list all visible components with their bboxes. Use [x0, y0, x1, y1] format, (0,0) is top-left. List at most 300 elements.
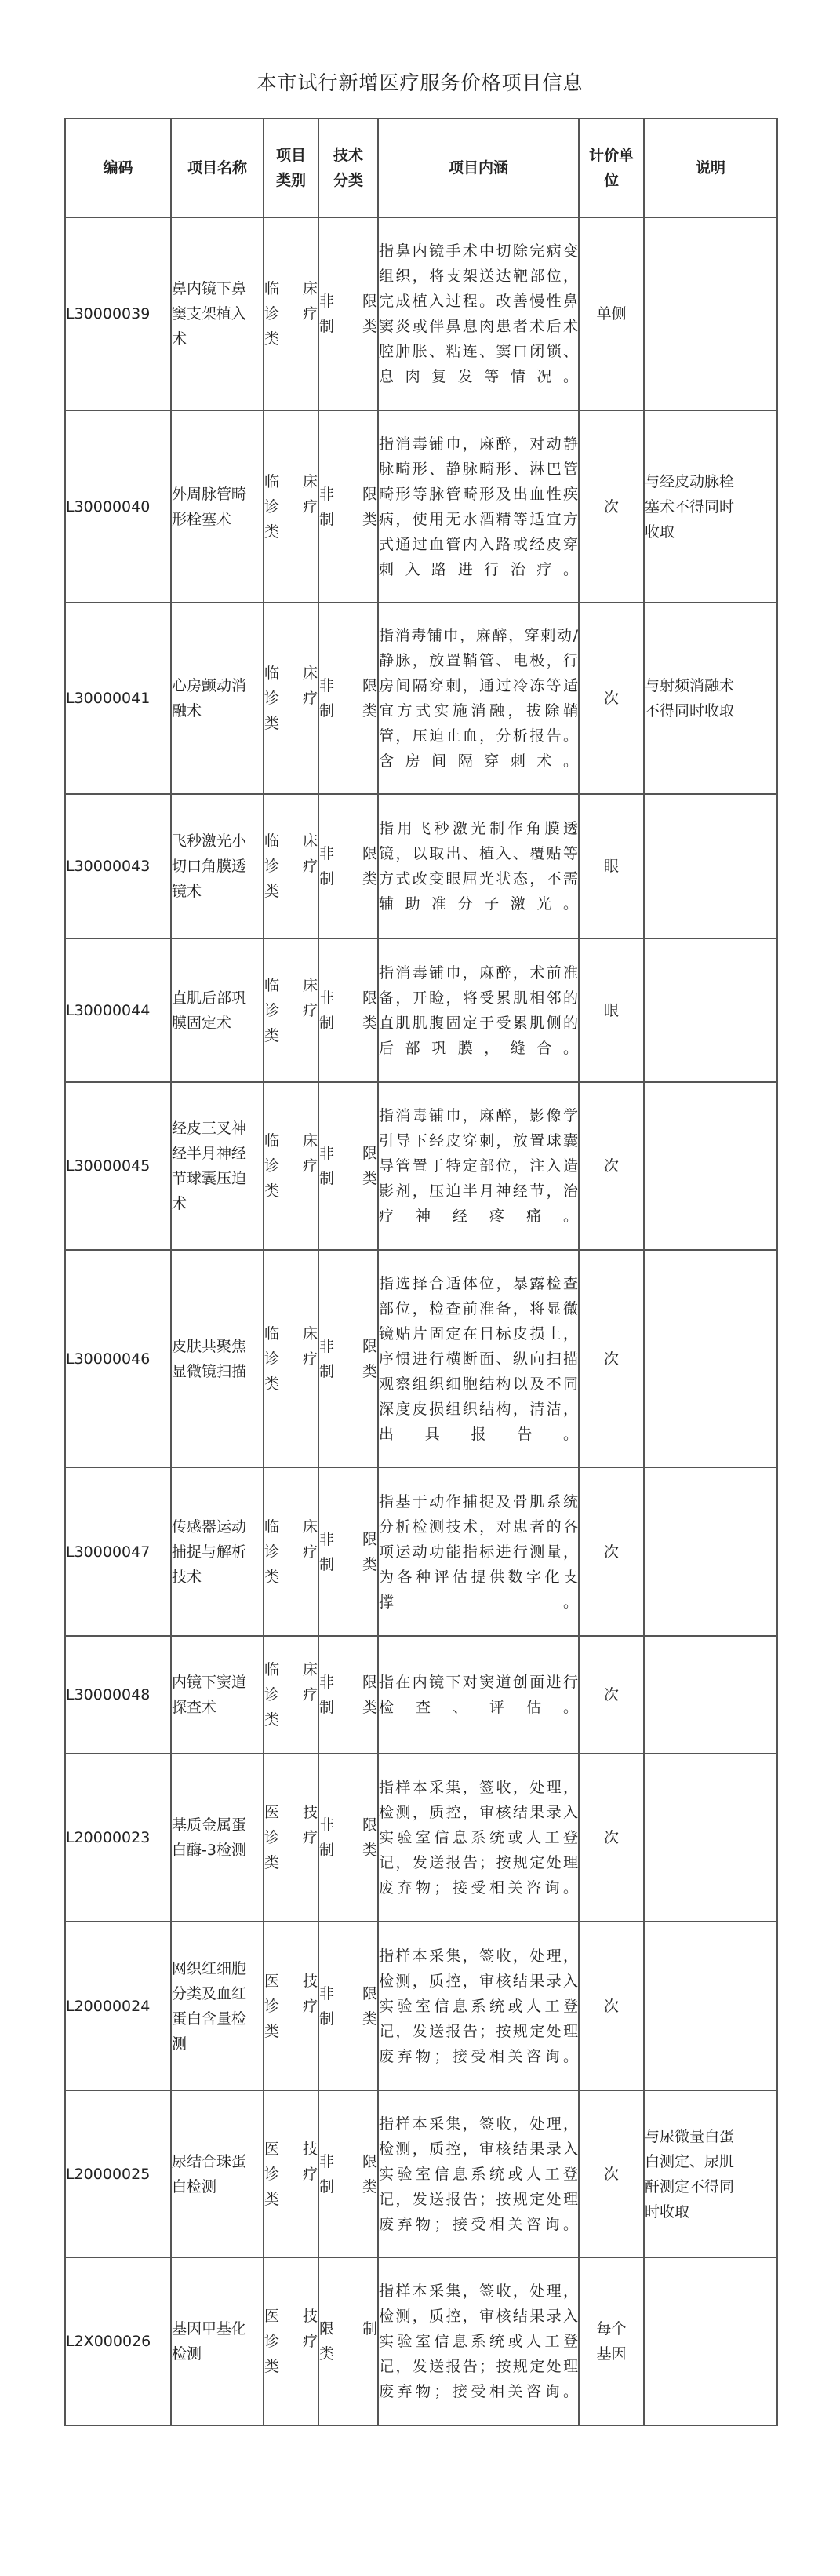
- cell-name-line: 网织红细胞: [172, 1959, 247, 1977]
- cell-content-line: 废弃物；接受相关咨询。: [379, 2215, 578, 2233]
- cell-category-line: 诊 疗: [264, 1686, 318, 1703]
- header-note: 说明: [644, 118, 777, 217]
- cell-name-line: 术: [172, 1195, 187, 1212]
- cell-code: [65, 603, 171, 794]
- cell-tech-line: 制类: [319, 318, 377, 335]
- cell-category-line: 诊 疗: [264, 1001, 318, 1019]
- cell-category: [264, 1922, 318, 2090]
- cell-content: [378, 217, 579, 410]
- cell-category: [264, 1250, 318, 1467]
- cell-tech-line: 制类: [319, 1362, 377, 1380]
- cell-category-line: 诊 疗: [264, 305, 318, 322]
- cell-unit-line: 次: [603, 1997, 619, 2015]
- cell-category-line: 类: [264, 1568, 280, 1586]
- cell-category-line: 诊 疗: [264, 1543, 318, 1561]
- cell-content-line: 废弃物；接受相关咨询。: [379, 2383, 578, 2400]
- cell-tech: [318, 794, 378, 938]
- cell-tech: [318, 2090, 378, 2257]
- cell-content: [378, 938, 579, 1082]
- cell-content-line: 宜方式实施消融，拔除鞘: [379, 702, 578, 720]
- cell-note: [644, 1082, 777, 1250]
- cell-content-line: 指用飞秒激光制作角膜透: [379, 820, 578, 837]
- cell-category-line: 诊 疗: [264, 690, 318, 707]
- cell-name: [171, 410, 264, 603]
- cell-name-line: 融术: [172, 702, 202, 720]
- cell-content-line: 完成植入过程。改善慢性鼻: [379, 293, 578, 310]
- cell-unit-line: 单侧: [596, 305, 627, 322]
- cell-category-line: 诊 疗: [264, 497, 318, 516]
- cell-name-line: 探查术: [172, 1699, 217, 1716]
- cell-content: [378, 1467, 579, 1636]
- cell-content-line: 导管置于特定部位，注入造: [379, 1157, 578, 1175]
- cell-tech-line: 非 限: [319, 1674, 377, 1691]
- cell-content: [378, 1636, 579, 1754]
- cell-content-line: 刺入路进行治疗。: [379, 560, 578, 578]
- cell-category: [264, 603, 318, 794]
- cell-name-line: 显微镜扫描: [172, 1362, 247, 1380]
- cell-content-line: 脉畸形、静脉畸形、淋巴管: [379, 460, 578, 478]
- cell-name-line: 基因甲基化: [172, 2320, 247, 2337]
- cell-content-line: 直肌肌腹固定于受累肌侧的: [379, 1014, 578, 1032]
- cell-content-line: 项运动功能指标进行测量，: [379, 1543, 578, 1561]
- cell-name: [171, 2090, 264, 2257]
- cell-content-line: 镜，以取出、植入、覆贴等: [379, 845, 578, 862]
- cell-category: [264, 2257, 318, 2425]
- cell-name-line: 测: [172, 2035, 187, 2053]
- cell-category-line: 医 技: [264, 2140, 318, 2158]
- cell-category-line: 诊 疗: [264, 858, 318, 875]
- table-row: [65, 1922, 777, 2090]
- cell-category: [264, 1467, 318, 1636]
- cell-note: [644, 794, 777, 938]
- cell-name-line: 尿结合珠蛋: [172, 2152, 247, 2170]
- cell-name-line: 切口角膜透: [172, 858, 247, 875]
- cell-code-text: L30000045: [66, 1157, 151, 1175]
- cell-category-line: 临 床: [264, 665, 318, 682]
- cell-name-line: 外周脉管畸: [172, 485, 247, 503]
- cell-name-line: 白酶-3检测: [172, 1842, 246, 1859]
- cell-tech: [318, 1250, 378, 1467]
- header-code: 编码: [65, 118, 171, 217]
- cell-note: [644, 603, 777, 794]
- cell-name-line: 捕捉与解析: [172, 1543, 247, 1561]
- cell-name-line: 检测: [172, 2345, 202, 2363]
- cell-category-line: 临 床: [264, 833, 318, 850]
- cell-name-line: 技术: [172, 1568, 202, 1586]
- cell-category-line: 类: [264, 883, 280, 900]
- cell-code: [65, 1754, 171, 1922]
- cell-name-line: 鼻内镜下鼻: [172, 280, 247, 297]
- cell-content-line: 指消毒铺巾，麻醉，影像学: [379, 1107, 578, 1124]
- table-row: [65, 938, 777, 1082]
- cell-note: [644, 217, 777, 410]
- table-row: [65, 1250, 777, 1467]
- cell-content: [378, 1754, 579, 1922]
- cell-content-line: 组织，将支架送达靶部位，: [379, 268, 578, 285]
- cell-category-line: 类: [264, 330, 280, 348]
- cell-category-line: 类: [264, 2190, 280, 2208]
- cell-unit-line: 次: [603, 1829, 619, 1846]
- cell-note: [644, 1636, 777, 1754]
- cell-name-line: 形栓塞术: [172, 510, 232, 528]
- header-tech: 技术 分类: [318, 118, 378, 217]
- cell-content: [378, 1250, 579, 1467]
- cell-unit: [579, 1754, 644, 1922]
- cell-note-line: 塞术不得同时: [645, 497, 735, 516]
- cell-name: [171, 1636, 264, 1754]
- cell-name-line: 镜术: [172, 883, 202, 900]
- cell-content: [378, 794, 579, 938]
- cell-tech: [318, 2257, 378, 2425]
- cell-content-line: 观察组织细胞结构以及不同: [379, 1375, 578, 1393]
- cell-unit: [579, 1922, 644, 2090]
- cell-content-line: 废弃物；接受相关咨询。: [379, 2047, 578, 2065]
- cell-code: [65, 1636, 171, 1754]
- table-row: [65, 1754, 777, 1922]
- cell-content-line: 检测，质控，审核结果录入: [379, 2140, 578, 2158]
- cell-content-line: 后部巩膜，缝合。: [379, 1039, 578, 1057]
- cell-tech: [318, 1636, 378, 1754]
- cell-content-line: 部位，检查前准备，将显微: [379, 1299, 578, 1317]
- cell-category-line: 医 技: [264, 1972, 318, 1990]
- cell-content-line: 镜贴片固定在目标皮损上，: [379, 1324, 578, 1343]
- cell-content: [378, 2257, 579, 2425]
- cell-content: [378, 1922, 579, 2090]
- cell-note: [644, 1922, 777, 2090]
- cell-content-line: 废弃物；接受相关咨询。: [379, 1879, 578, 1896]
- cell-name: [171, 794, 264, 938]
- cell-name-line: 蛋白含量检: [172, 2009, 247, 2028]
- cell-code-text: L30000040: [66, 497, 151, 516]
- cell-name-line: 皮肤共聚焦: [172, 1337, 247, 1355]
- cell-code: [65, 1250, 171, 1467]
- cell-name-line: 膜固定术: [172, 1014, 232, 1032]
- cell-category-line: 诊 疗: [264, 1997, 318, 2015]
- cell-category-line: 类: [264, 523, 280, 541]
- cell-content-line: 引导下经皮穿刺，放置球囊: [379, 1132, 578, 1150]
- cell-tech-line: 非 限: [319, 1145, 377, 1162]
- cell-tech-line: 非 限: [319, 1816, 377, 1834]
- table-row: [65, 2090, 777, 2257]
- table-row: [65, 1467, 777, 1636]
- cell-tech: [318, 217, 378, 410]
- cell-content-line: 畸形等脉管畸形及出血性疾: [379, 485, 578, 503]
- cell-unit-line: 次: [603, 497, 619, 516]
- cell-tech-line: 制类: [319, 1170, 377, 1187]
- cell-category-line: 类: [264, 1026, 280, 1044]
- cell-unit-line: 次: [603, 2165, 619, 2183]
- cell-content-line: 指样本采集，签收，处理，: [379, 1947, 578, 1965]
- cell-category-line: 临 床: [264, 1324, 318, 1343]
- cell-tech-line: 非 限: [319, 1530, 377, 1548]
- cell-content-line: 深度皮损组织结构，清洁，: [379, 1400, 578, 1418]
- cell-note-line: 与尿微量白蛋: [645, 2127, 735, 2145]
- cell-code-text: L30000046: [66, 1350, 151, 1368]
- cell-tech: [318, 1082, 378, 1250]
- cell-code-text: L2X000026: [66, 2333, 151, 2350]
- cell-tech-line: 非 限: [319, 845, 377, 862]
- cell-content: [378, 1082, 579, 1250]
- cell-code: [65, 1922, 171, 2090]
- cell-content-line: 指样本采集，签收，处理，: [379, 2283, 578, 2300]
- cell-category: [264, 1082, 318, 1250]
- cell-content-line: 窦炎或伴鼻息肉患者术后术: [379, 318, 578, 335]
- cell-content-line: 记，发送报告；按规定处理: [379, 2358, 578, 2375]
- header-unit: 计价单 位: [579, 118, 644, 217]
- cell-code: [65, 2090, 171, 2257]
- cell-tech: [318, 410, 378, 603]
- table-row: [65, 410, 777, 603]
- cell-note: [644, 1250, 777, 1467]
- cell-tech-line: 类: [319, 2345, 335, 2363]
- cell-category-line: 类: [264, 715, 280, 732]
- cell-content: [378, 603, 579, 794]
- cell-category-line: 类: [264, 1854, 280, 1871]
- cell-content-line: 影剂，压迫半月神经节，治: [379, 1182, 578, 1200]
- cell-unit: [579, 2090, 644, 2257]
- cell-content: [378, 410, 579, 603]
- cell-name: [171, 1754, 264, 1922]
- cell-content-line: 方式改变眼屈光状态，不需: [379, 870, 578, 887]
- cell-category-line: 类: [264, 1375, 280, 1393]
- cell-unit-line: 次: [603, 1350, 619, 1368]
- cell-content-line: 腔肿胀、粘连、窦口闭锁、: [379, 343, 578, 360]
- cell-content-line: 含房间隔穿刺术。: [379, 752, 578, 770]
- cell-content-line: 息肉复发等情况。: [379, 368, 578, 385]
- cell-content-line: 指鼻内镜手术中切除完病变: [379, 242, 578, 260]
- cell-code: [65, 938, 171, 1082]
- cell-unit-line: 次: [603, 1157, 619, 1175]
- cell-content: [378, 2090, 579, 2257]
- cell-name-line: 基质金属蛋: [172, 1816, 247, 1834]
- cell-name: [171, 938, 264, 1082]
- table-row: [65, 603, 777, 794]
- cell-unit: [579, 794, 644, 938]
- cell-unit: [579, 410, 644, 603]
- header-category: 项目 类别: [264, 118, 318, 217]
- cell-note: [644, 1754, 777, 1922]
- cell-content-line: 记，发送报告；按规定处理: [379, 1854, 578, 1871]
- cell-content-line: 指在内镜下对窦道创面进行: [379, 1674, 578, 1691]
- cell-category-line: 诊 疗: [264, 1157, 318, 1175]
- cell-note-line: 与射频消融术: [645, 677, 735, 694]
- price-items-table: [64, 118, 778, 2426]
- cell-category-line: 医 技: [264, 2308, 318, 2325]
- cell-name-line: 窦支架植入: [172, 305, 247, 322]
- cell-name-line: 节球囊压迫: [172, 1170, 247, 1187]
- cell-unit-line: 基因: [596, 2345, 627, 2363]
- cell-code-text: L30000041: [66, 690, 151, 707]
- cell-name: [171, 1250, 264, 1467]
- cell-note: [644, 938, 777, 1082]
- cell-category-line: 诊 疗: [264, 1829, 318, 1846]
- cell-tech-line: 制类: [319, 2009, 377, 2028]
- table-row: [65, 1636, 777, 1754]
- cell-tech: [318, 1754, 378, 1922]
- cell-tech-line: 非 限: [319, 2152, 377, 2170]
- cell-unit: [579, 1250, 644, 1467]
- cell-content-line: 检查、评估。: [379, 1699, 578, 1716]
- document-title: 本市试行新增医疗服务价格项目信息: [256, 71, 584, 94]
- cell-code-text: L20000025: [66, 2165, 151, 2183]
- cell-tech-line: 非 限: [319, 677, 377, 694]
- cell-unit: [579, 2257, 644, 2425]
- cell-content-line: 实验室信息系统或人工登: [379, 1829, 578, 1846]
- cell-unit-line: 次: [603, 1686, 619, 1703]
- cell-unit-line: 眼: [603, 858, 619, 875]
- cell-content-line: 记，发送报告；按规定处理: [379, 2022, 578, 2040]
- cell-note: [644, 410, 777, 603]
- cell-code: [65, 217, 171, 410]
- cell-content-line: 指消毒铺巾，麻醉，术前准: [379, 964, 578, 982]
- table-row: [65, 1082, 777, 1250]
- cell-unit-line: 眼: [603, 1001, 619, 1019]
- cell-name-line: 白检测: [172, 2177, 217, 2195]
- cell-content-line: 指样本采集，签收，处理，: [379, 2115, 578, 2133]
- cell-unit-line: 次: [603, 1543, 619, 1561]
- cell-name-line: 直肌后部巩: [172, 989, 247, 1007]
- cell-category: [264, 217, 318, 410]
- cell-note: [644, 2090, 777, 2257]
- cell-content-line: 静脉，放置鞘管、电极，行: [379, 652, 578, 669]
- cell-tech-line: 非 限: [319, 293, 377, 310]
- cell-name: [171, 1467, 264, 1636]
- cell-tech-line: 制类: [319, 702, 377, 720]
- cell-content-line: 序惯进行横断面、纵向扫描: [379, 1350, 578, 1368]
- cell-code-text: L30000044: [66, 1001, 151, 1019]
- cell-tech-line: 制类: [319, 1699, 377, 1716]
- cell-note-line: 收取: [645, 523, 675, 541]
- cell-note-line: 时收取: [645, 2203, 690, 2221]
- cell-category-line: 临 床: [264, 280, 318, 297]
- cell-name-line: 分类及血红: [172, 1984, 247, 2002]
- cell-code-text: L30000047: [66, 1543, 151, 1561]
- cell-category-line: 临 床: [264, 1132, 318, 1150]
- cell-content-line: 房间隔穿刺，通过冷冻等适: [379, 677, 578, 694]
- cell-tech-line: 制类: [319, 510, 377, 528]
- cell-category-line: 医 技: [264, 1804, 318, 1821]
- cell-content-line: 分析检测技术，对患者的各: [379, 1518, 578, 1536]
- cell-tech-line: 制类: [319, 1014, 377, 1032]
- cell-tech-line: 制类: [319, 870, 377, 887]
- cell-category-line: 类: [264, 2022, 280, 2040]
- cell-unit: [579, 938, 644, 1082]
- cell-category: [264, 410, 318, 603]
- cell-category: [264, 1754, 318, 1922]
- cell-content-line: 撑。: [379, 1593, 578, 1611]
- cell-unit-line: 每个: [596, 2320, 627, 2337]
- cell-content-line: 式通过血管内入路或经皮穿: [379, 535, 578, 553]
- cell-tech-line: 限 制: [319, 2320, 377, 2337]
- cell-tech: [318, 1922, 378, 2090]
- cell-unit: [579, 1467, 644, 1636]
- header-name: 项目名称: [171, 118, 264, 217]
- cell-note: [644, 2257, 777, 2425]
- cell-name-line: 术: [172, 330, 187, 348]
- cell-note-line: 酐测定不得同: [645, 2177, 735, 2195]
- cell-content-line: 指消毒铺巾，麻醉，穿刺动/: [379, 627, 578, 644]
- cell-name-line: 经半月神经: [172, 1145, 247, 1162]
- cell-content-line: 病，使用无水酒精等适宜方: [379, 510, 578, 528]
- cell-name-line: 内镜下窦道: [172, 1674, 247, 1691]
- cell-code-text: L30000039: [66, 305, 151, 322]
- cell-name: [171, 603, 264, 794]
- cell-name-line: 飞秒激光小: [172, 833, 247, 850]
- cell-content-line: 管，压迫止血，分析报告。: [379, 727, 578, 745]
- cell-content-line: 为各种评估提供数字化支: [379, 1568, 578, 1586]
- cell-tech: [318, 603, 378, 794]
- cell-note-line: 白测定、尿肌: [645, 2152, 735, 2170]
- cell-category-line: 临 床: [264, 976, 318, 994]
- cell-content-line: 辅助准分子激光。: [379, 895, 578, 913]
- cell-name-line: 经皮三叉神: [172, 1120, 247, 1137]
- cell-category: [264, 794, 318, 938]
- cell-category: [264, 2090, 318, 2257]
- cell-note-line: 与经皮动脉栓: [645, 472, 735, 490]
- cell-unit-line: 次: [603, 690, 619, 707]
- cell-content-line: 实验室信息系统或人工登: [379, 2333, 578, 2350]
- cell-category: [264, 938, 318, 1082]
- cell-content-line: 疗神经疼痛。: [379, 1208, 578, 1225]
- cell-content-line: 指选择合适体位，暴露检查: [379, 1274, 578, 1292]
- cell-code: [65, 2257, 171, 2425]
- cell-category-line: 诊 疗: [264, 2333, 318, 2350]
- cell-tech-line: 制类: [319, 1842, 377, 1859]
- cell-unit: [579, 1082, 644, 1250]
- cell-code: [65, 794, 171, 938]
- header-row: [65, 118, 777, 217]
- cell-category-line: 类: [264, 2358, 280, 2375]
- cell-category-line: 诊 疗: [264, 2165, 318, 2183]
- cell-category-line: 临 床: [264, 472, 318, 490]
- cell-category-line: 类: [264, 1711, 280, 1729]
- cell-content-line: 备，开睑，将受累肌相邻的: [379, 989, 578, 1007]
- cell-unit: [579, 603, 644, 794]
- cell-code-text: L20000024: [66, 1997, 151, 2015]
- cell-content-line: 指样本采集，签收，处理，: [379, 1779, 578, 1796]
- cell-code: [65, 1082, 171, 1250]
- cell-name-line: 传感器运动: [172, 1518, 247, 1536]
- cell-content-line: 实验室信息系统或人工登: [379, 2165, 578, 2183]
- cell-code-text: L30000043: [66, 858, 151, 875]
- cell-category: [264, 1636, 318, 1754]
- cell-tech-line: 制类: [319, 2177, 377, 2195]
- header-content: 项目内涵: [378, 118, 579, 217]
- table-body: [65, 217, 777, 2425]
- cell-content-line: 指消毒铺巾，麻醉，对动静: [379, 435, 578, 453]
- table-row: [65, 794, 777, 938]
- cell-tech-line: 非 限: [319, 989, 377, 1007]
- cell-tech: [318, 1467, 378, 1636]
- cell-note-line: 不得同时收取: [645, 702, 735, 720]
- cell-name: [171, 217, 264, 410]
- cell-content-line: 检测，质控，审核结果录入: [379, 1804, 578, 1821]
- cell-tech: [318, 938, 378, 1082]
- cell-tech-line: 制类: [319, 1555, 377, 1573]
- cell-category-line: 临 床: [264, 1518, 318, 1536]
- cell-tech-line: 非 限: [319, 485, 377, 503]
- cell-category-line: 临 床: [264, 1661, 318, 1678]
- cell-code: [65, 410, 171, 603]
- cell-note: [644, 1467, 777, 1636]
- cell-code-text: L20000023: [66, 1829, 151, 1846]
- cell-content-line: 检测，质控，审核结果录入: [379, 2308, 578, 2325]
- cell-category-line: 诊 疗: [264, 1350, 318, 1368]
- cell-tech-line: 非 限: [319, 1337, 377, 1355]
- table-row: [65, 2257, 777, 2425]
- cell-content-line: 检测，质控，审核结果录入: [379, 1972, 578, 1990]
- cell-content-line: 出具报告。: [379, 1425, 578, 1443]
